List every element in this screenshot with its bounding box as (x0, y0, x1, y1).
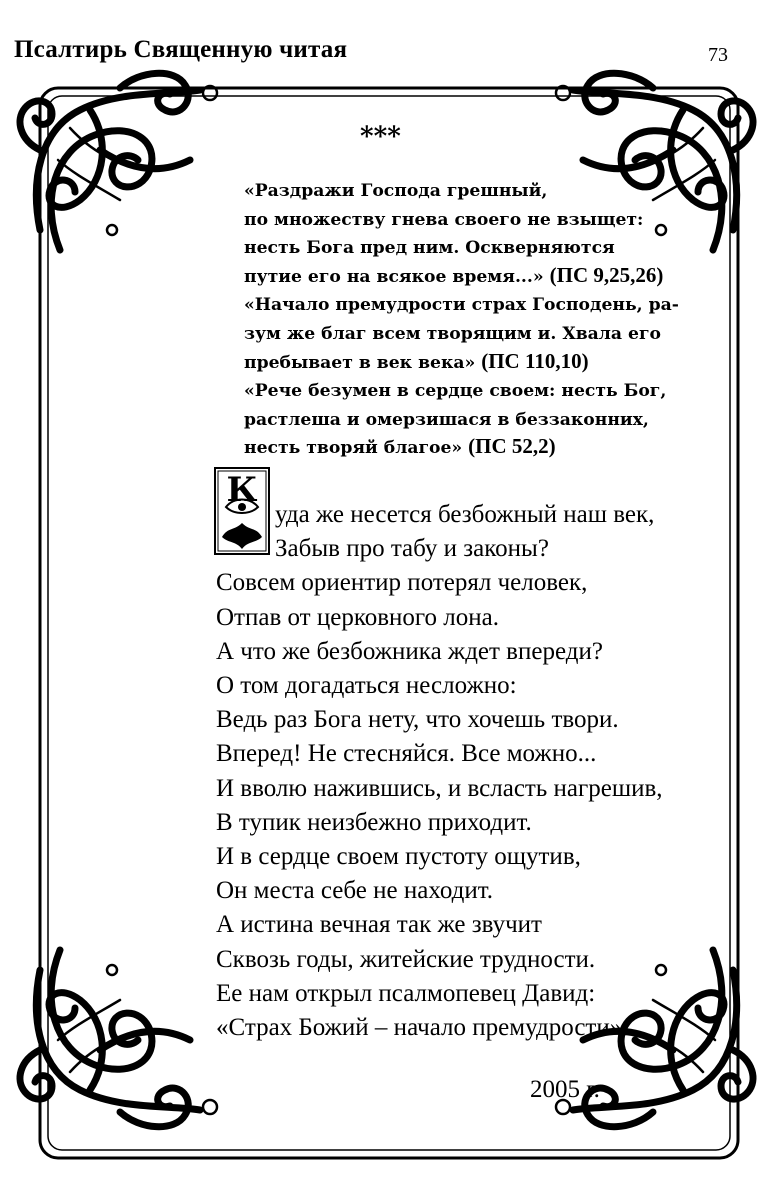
epigraph-text: несть Бога пред ним. Оскверняются (244, 238, 615, 259)
poem-line: Сквозь годы, житейские трудности. (216, 945, 596, 973)
poem-line: Ведь раз Бога нету, что хочешь твори. (216, 706, 619, 734)
epigraph-line (244, 176, 684, 205)
epigraph-line (244, 348, 684, 377)
page-number: 73 (708, 44, 728, 66)
epigraph-line (244, 405, 684, 434)
corner-ornament-bottom-left (20, 950, 217, 1127)
epigraph-text: растлеша и омерзишася в беззаконних, (244, 409, 649, 430)
epigraph-text: зум же благ всем творящим и. Хвала его (244, 323, 661, 344)
epigraph-line (244, 290, 684, 319)
epigraph-text: «Раздражи Господа грешный, (244, 181, 548, 201)
epigraph-ref: (ПС 9,25,26) (549, 262, 664, 287)
poem-line: И вволю нажившись, и всласть нагрешив, (216, 774, 663, 802)
poem-line: «Страх Божий – начало премудрости». (216, 1014, 629, 1042)
epigraph-line (244, 233, 684, 262)
epigraph-text: пребывает в век века» (244, 352, 482, 373)
poem-line: уда же несется безбожный наш век, (275, 501, 655, 528)
epigraph-text: «Начало премудрости страх Господень, ра- (244, 295, 679, 316)
epigraph-line (244, 376, 684, 405)
poem-line: И в сердце своем пустоту ощутив, (216, 843, 581, 871)
poem-date: 2005 г. (530, 1076, 600, 1103)
epigraph-ref: (ПС 52,2) (468, 434, 556, 459)
poem-line: Он места себе не находит. (216, 877, 494, 905)
epigraph-ref: (ПС 110,10) (481, 348, 589, 373)
corner-ornament-top-left (20, 73, 217, 250)
drop-cap-letter: К (226, 470, 258, 510)
epigraph-text: «Рече безумен в сердце своем: несть Бог, (244, 381, 667, 402)
poem-line: Вперед! Не стесняйся. Все можно... (216, 740, 597, 768)
poem-line: Отпав от церковного лона. (216, 603, 499, 631)
epigraph-line (244, 262, 684, 291)
epigraph-text: по множеству гнева своего не взыщет: (244, 209, 644, 230)
poem-body (216, 498, 663, 1045)
epigraph-line (244, 205, 684, 234)
poem-line: А что же безбожника ждет впереди? (216, 637, 603, 665)
poem-line: А истина вечная так же звучит (216, 911, 542, 939)
poem-line: О том догадаться несложно: (216, 672, 517, 700)
poem-line: В тупик неизбежно приходит. (216, 808, 532, 836)
epigraph-text: путие его на всякое время...» (244, 266, 550, 287)
running-title: Псалтирь Священную читая (14, 36, 348, 63)
epigraph-line (244, 319, 684, 348)
epigraph-text: несть творяй благое» (244, 438, 469, 459)
poem-line: Забыв про табу и законы? (275, 535, 549, 563)
poem-line: Ее нам открыл псалмопевец Давид: (216, 979, 596, 1007)
poem-line: Совсем ориентир потерял человек, (216, 569, 588, 597)
epigraph-line (244, 433, 684, 462)
psalm-epigraph (244, 176, 684, 462)
section-asterism: *** (360, 122, 401, 152)
